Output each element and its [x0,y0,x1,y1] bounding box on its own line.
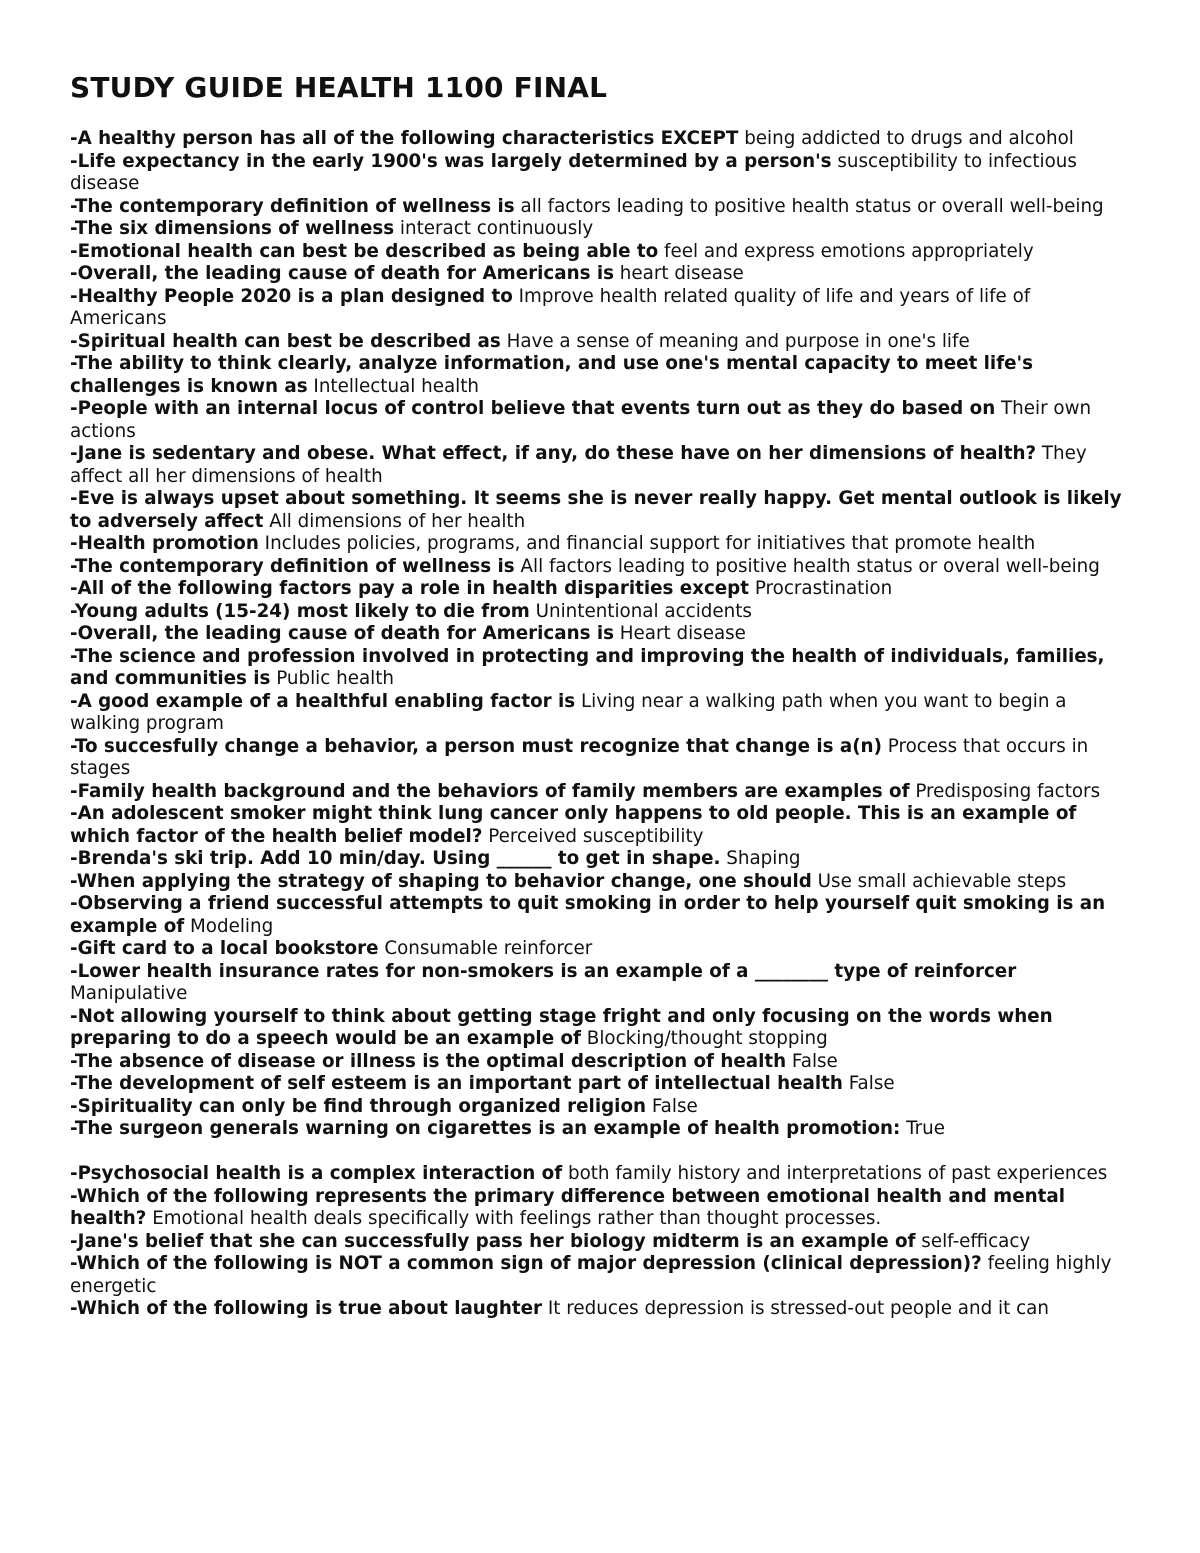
study-question: -The science and profession involved in protecting and improving the health of individuals, families, and communities is [70,645,1105,689]
study-question: -When applying the strategy of shaping to behavior change, one should [70,870,812,892]
study-item [70,556,1128,579]
study-answer: It reduces depression is stressed-out people and it can [547,1298,1049,1319]
study-item [70,263,1128,286]
study-item [70,1231,1128,1254]
study-item [70,1051,1128,1074]
study-answer: heart disease [619,263,744,284]
study-answer: True [906,1118,945,1139]
study-answer: All dimensions of her health [269,510,526,532]
study-answer: False [651,1095,698,1117]
study-item [70,1298,1128,1321]
study-answer: Living near a walking path when you want to begin a walking program [70,690,1067,734]
study-question: -Which of the following is true about laughter [70,1298,543,1319]
study-question: -The six dimensions of wellness [70,218,395,239]
study-question: -People with an internal locus of control believe that events turn out as they do based on [70,398,996,419]
study-item [70,1096,1128,1119]
study-item [70,151,1128,196]
study-question: -The surgeon generals warning on cigarettes is an example of health promotion: [70,1118,901,1139]
study-answer: Process that occurs in stages [70,735,1089,779]
study-question: -Lower health insurance rates for non-smokers is an example of a ________ type of reinforcer [70,960,1017,982]
study-question: -Spirituality can only be find through organized religion [70,1095,647,1117]
study-item [70,1073,1128,1096]
study-question: -Gift card to a local bookstore [70,938,379,959]
study-answer: Perceived susceptibility [488,825,704,847]
study-item [70,803,1128,848]
study-question: -All of the following factors pay a role in health disparities except [70,578,750,599]
study-answer: False [848,1073,895,1094]
study-answer: Heart disease [619,623,746,644]
study-answer: Includes policies, programs, and financial support for initiatives that promote health [264,533,1036,554]
study-item [70,1163,1128,1186]
study-question: -The contemporary definition of wellness is [70,195,515,217]
study-answer: Emotional health deals specifically with feelings rather than thought processes. [152,1208,882,1229]
study-question: -An adolescent smoker might think lung cancer only happens to old people. This is an example of which factor of the health belief model? [70,803,1077,847]
study-answer: Shaping [726,848,801,869]
study-item [70,286,1128,331]
study-question: -Psychosocial health is a complex interaction of [70,1163,563,1184]
study-answer: both family history and interpretations of past experiences [567,1163,1108,1184]
study-answer: Blocking/thought stopping [586,1028,828,1049]
study-answer: False [791,1050,838,1072]
study-answer: All factors leading to positive health status or overal well-being [520,555,1100,577]
study-item [70,893,1128,938]
study-answer: Public health [276,668,394,689]
study-question: -Eve is always upset about something. It seems she is never really happy. Get mental outlook is likely to adversely affect [70,488,1122,532]
study-item [70,353,1128,398]
study-question: -Spiritual health can best be described as [70,330,501,352]
study-answer: Modeling [190,915,274,937]
study-question: -Young adults (15-24) most likely to die from [70,600,530,622]
study-item [70,736,1128,781]
study-question: -Which of the following represents the primary difference between emotional health and mental health? [70,1185,1065,1229]
study-item [70,1118,1128,1141]
study-question: -Jane's belief that she can successfully pass her biology midterm is an example of [70,1230,916,1252]
study-item [70,938,1128,961]
study-question: -Which of the following is NOT a common sign of major depression (clinical depression)? [70,1253,982,1274]
study-item [70,1006,1128,1051]
study-answer: Intellectual health [313,375,479,397]
study-answer: being addicted to drugs and alcohol [744,128,1074,149]
study-question: -Family health background and the behaviors of family members are examples of [70,780,910,802]
study-question: -The development of self esteem is an important part of intellectual health [70,1073,843,1094]
study-item [70,961,1128,1006]
study-answer: Manipulative [70,983,188,1004]
study-answer: Have a sense of meaning and purpose in one's life [506,330,970,352]
study-answer: Predisposing factors [915,780,1101,802]
study-question: -Life expectancy in the early 1900's was largely determined by a person's [70,150,832,172]
study-answer: Consumable reinforcer [384,938,593,959]
study-answer: Use small achievable steps [817,870,1067,892]
study-answer: They affect all her dimensions of health [70,443,1087,487]
study-question: -Emotional health can best be described as being able to [70,240,659,262]
study-question: -Overall, the leading cause of death for Americans is [70,623,614,644]
study-question: -Not allowing yourself to think about getting stage fright and only focusing on the words when preparing to do a speech would be an example of [70,1005,1053,1049]
study-item [70,196,1128,219]
study-answer: Procrastination [754,578,893,599]
study-item [70,781,1128,804]
study-question: -The contemporary definition of wellness is [70,555,515,577]
study-question: -A healthy person has all of the following characteristics EXCEPT [70,128,739,149]
study-question: -Overall, the leading cause of death for Americans is [70,263,614,284]
study-question: -Brenda's ski trip. Add 10 min/day. Using ______ to get in shape. [70,848,721,869]
study-answer: Improve health related quality of life and years of life of Americans [70,285,1031,329]
study-item [70,241,1128,264]
study-item [70,398,1128,443]
study-item [70,128,1128,151]
study-item [70,578,1128,601]
study-item [70,1253,1128,1298]
study-question: -Observing a friend successful attempts to quit smoking in order to help yourself quit smoking is an example of [70,893,1106,937]
study-item [70,1186,1128,1231]
study-question: -Jane is sedentary and obese. What effect, if any, do these have on her dimensions of health? [70,443,1037,464]
study-answer: feel and express emotions appropriately [664,240,1034,262]
study-item [70,646,1128,691]
study-question: -The absence of disease or illness is the optimal description of health [70,1050,787,1072]
study-question: -Health promotion [70,533,259,554]
study-answer: Their own actions [70,398,1092,442]
study-item [70,691,1128,736]
study-answer: all factors leading to positive health status or overall well-being [520,195,1104,217]
study-answer: self-efficacy [921,1230,1031,1252]
study-item [70,871,1128,894]
study-question: -Healthy People 2020 is a plan designed to [70,285,513,307]
study-question: -To succesfully change a behavior, a person must recognize that change is a(n) [70,735,882,757]
study-answer: feeling highly energetic [70,1253,1112,1297]
study-item [70,443,1128,488]
section-gap [70,1141,1128,1164]
study-item [70,488,1128,533]
study-question: -The ability to think clearly, analyze information, and use one's mental capacity to meet life's challenges is known as [70,353,1034,397]
study-answer: susceptibility to infectious disease [70,150,1077,194]
study-question: -A good example of a healthful enabling factor is [70,690,576,712]
study-answer: interact continuously [399,218,594,239]
page-title: STUDY GUIDE HEALTH 1100 FINAL [70,71,608,104]
study-item [70,331,1128,354]
study-answer: Unintentional accidents [535,600,752,622]
study-item [70,623,1128,646]
study-item [70,601,1128,624]
study-item [70,533,1128,556]
study-item [70,848,1128,871]
study-item [70,218,1128,241]
study-guide-content [70,128,1128,1321]
